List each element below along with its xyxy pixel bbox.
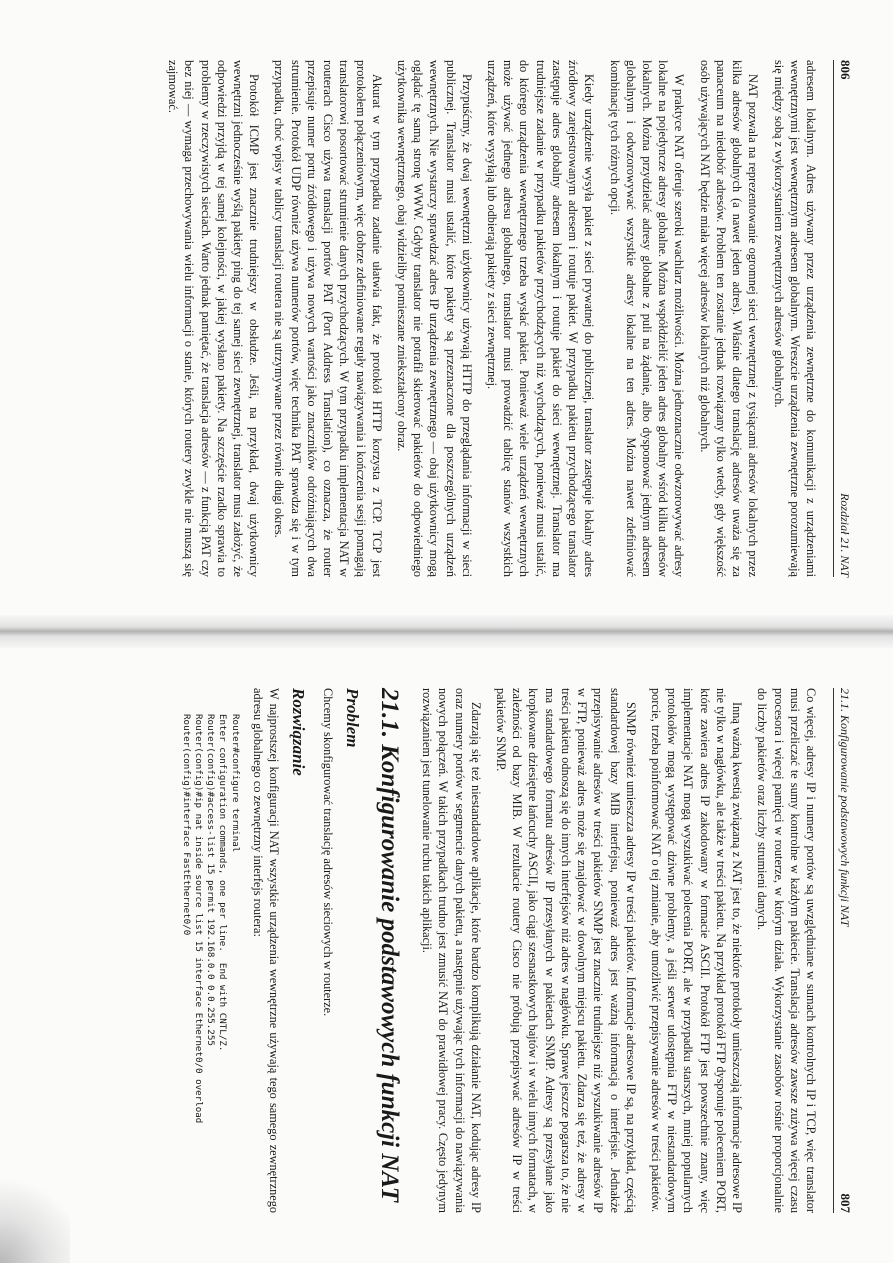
right-paragraph-1: Co więcej, adresy IP i numery portów są uwzględniane w sumach kontrolnych IP i TCP, więc translator musi przeliczać te sumy kontrolne w każdym pakiecie. Translacja adresów zawsze zużywa więcej czasu procesora i więcej pamięci w routerze, w którym działa. Wykorzystanie zasobów rośnie proporcjonalnie do liczby pakietów oraz liczby strumieni danych.: [755, 688, 818, 1213]
right-running-head: [833, 688, 853, 1213]
right-paragraph-3: SNMP również umieszcza adresy IP w treści pakietów. Informacje adresowe IP są, na przykład, częścią standardowej bazy MIB interfejsu, ponieważ adres jest ważną informacją o interfejsie. Jednakże przepisywanie adresów w treści pakietów SNMP jest znacznie trudniejsze niż wyszukiwanie adresów IP w FTP, ponieważ adres może się znajdować w dowolnym miejscu pakietu. Zdarza się też, że adresy w treści pakietu odnoszą się do innych interfejsów niż adres w nagłówku. Sprawę jeszcze pogarsza to, że nie ma standardowego formatu adresów IP przesyłanych w pakietach SNMP. Adresy są przesyłane jako kropkowane dziesiętne łańcuchy ASCII, jako ciągi szesnastkowych bajtów i w wielu innych formatach, w zależności od bazy MIB. W rezultacie routery Cisco nie próbują przepisywać adresów IP w treści pakietów SNMP.: [494, 688, 638, 1213]
solution-heading: Rozwiązanie: [289, 688, 308, 776]
scan-corner-shadow: [0, 1173, 70, 1263]
left-running-title: Rozdział 21. NAT: [838, 493, 852, 577]
right-page-number: 807: [838, 1193, 853, 1213]
solution-text: W najprostszej konfiguracji NAT wszystkie urządzenia wewnętrzne używają tego samego zewnętrznego adresu globalnego co zewnętrzny interfejs routera:: [250, 688, 281, 1213]
left-paragraph-5: Przypuśćmy, że dwaj wewnętrzni użytkownicy używają HTTP do przeglądania informacji w sieci publicznej. Translator musi ustalić, które pakiety są przeznaczone dla poszczególnych urządzeń wewnętrznych. Nie wystarczy sprawdzać adres IP urządzenia zewnętrznego — obaj użytkownicy mogą oglądać tę samą stronę WWW. Gdyby translator nie potrafił skierować pakietów do odpowiedniego użytkownika wewnętrznego, obaj widzieliby pomieszane zniekształcony obraz.: [394, 60, 474, 577]
section-heading: 21.1. Konfigurowanie podstawowych funkcji NAT: [375, 688, 403, 1202]
code-line: Router(config)#ip nat inside source list 15 interface Ethernet0/0 overload: [193, 714, 205, 1124]
left-page-number: 806: [838, 60, 853, 80]
code-line: Router#configure terminal: [229, 714, 241, 853]
code-line: Enter configuration commands, one per line. End with CNTL/Z.: [217, 714, 229, 1052]
problem-heading: Problem: [343, 688, 363, 748]
right-paragraph-4: Zdarzają się też niestandardowe aplikacje, które bardzo komplikują działanie NAT, kodując adresy IP oraz numery portów w segmencie danych pakietu, a następnie używając tych informacji do nawiązywania nowych połączeń. W takich przypadkach trudno jest zmusić NAT do prawidłowej pracy. Często jedynym rozwiązaniem jest tunelowanie ruchu takich aplikacji.: [420, 688, 483, 1213]
code-line: Router(config)#interface FastEthernet0/0: [181, 714, 192, 936]
problem-text: Chcemy skonfigurować translację adresów sieciowych w routerze.: [321, 688, 336, 1017]
left-paragraph-7: Protokół ICMP jest znacznie trudniejszy w obsłudze. Jeśli, na przykład, dwaj użytkownicy wewnętrzni jednocześnie wyślą pakiety ping do tej samej sieci zewnętrznej, translator musi założyć, że odpowiedzi przyjdą w tej samej kolejności, w jakiej wysłano pakiety. Na szczęście rzadko sprawia to problemy w rzeczywistych sieciach. Warto jednak pamiętać, że translacja adresów — z funkcją PAT czy bez niej — wymaga przechowywania wielu informacji o stanie, których routery zwykle nie muszą się zajmować.: [166, 60, 262, 577]
left-paragraph-4: Kiedy urządzenie wysyła pakiet z sieci prywatnej do publicznej, translator zastępuje lokalny adres źródłowy zarejestrowanym adresem i routuje pakiet. W przypadku pakietu przychodzącego translator zastępuje adres globalny adresem lokalnym i routuje pakiet do sieci wewnętrznej. Translator ma trudniejsze zadanie w przypadku pakietów przychodzących niż wychodzących, ponieważ musi ustalić, do którego urządzenia wewnętrznego trzeba wysłać pakiet. Ponieważ wiele urządzeń wewnętrznych może używać jednego adresu globalnego, translator musi prowadzić tablicę stanów wszystkich urządzeń, które wysyłają lub odbierają pakiety z sieci zewnętrznej.: [485, 60, 597, 577]
right-paragraph-2: Inną ważną kwestią związaną z NAT jest to, że niektóre protokoły umieszczają informacje adresowe IP nie tylko w nagłówku, ale także w treści pakietu. Na przykład protokół FTP dysponuje poleceniem PORT, które zawiera adres IP zakodowany w formacie ASCII. Protokół FTP jest powszechnie znany, więc implementacje NAT mogą wyszukiwać polecenia PORT, ale w przypadku starszych, mniej popularnych protokołów mogą występować dziwne problemy, a jeśli serwer udostępnia FTP w niestandardowym porcie, trzeba poinformować NAT o tej zmianie, aby umożliwić przepisywanie adresów w treści pakietów.: [649, 688, 745, 1213]
left-running-head: [833, 60, 853, 577]
left-page: [0, 0, 893, 615]
code-line: Router(config)#access-list 15 permit 192.168.0.0 0.0.255.255: [205, 714, 217, 1046]
right-running-title: 21.1. Konfigurowanie podstawowych funkcji NAT: [838, 688, 852, 927]
left-paragraph-1: adresem lokalnym. Adres używany przez urządzenia zewnętrzne do komunikacji z urządzeniami wewnętrznymi jest wewnętrznym adresem globalnym. Wreszcie urządzenia zewnętrzne porozumiewają się między sobą z wykorzystaniem zewnętrznych adresów globalnych.: [771, 60, 818, 577]
left-paragraph-2: NAT pozwala na reprezentowanie ogromnej sieci wewnętrznej z tysiącami adresów lokalnych przez kilka adresów globalnych (a nawet jeden adres). Właśnie dlatego translację adresów uważa się za panaceum na niedobór adresów. Problem ten zostanie jednak rozwiązany tylko wtedy, gdy większość osób używających NAT będzie miała więcej adresów lokalnych niż globalnych.: [697, 60, 761, 577]
right-page: [0, 648, 893, 1263]
left-paragraph-3: W praktyce NAT oferuje szeroki wachlarz możliwości. Można jednoznacznie odwzorowywać adresy lokalne na pojedyncze adresy globalne. Można współdzielić jeden adres globalny wśród kilku adresów lokalnych. Można przydzielać adresy globalne z puli na żądanie, albo dysponować jednym adresem globalnym i odwzorowywać wszystkie adresy lokalne na ten adres. Można nawet zdefiniować kombinację tych różnych opcji.: [607, 60, 687, 577]
book-gutter-shadow: [0, 615, 893, 648]
left-paragraph-6: Akurat w tym przypadku zadanie ułatwia fakt, że protokół HTTP korzysta z TCP. TCP jest protokołem połączeniowym, więc dobrze zdefiniowane reguły nawiązywania i kończenia sesji pomagają translatorowi posortować strumienie danych przychodzących. W tym przypadku implementacja NAT w routerach Cisco używa translacji portów PAT (Port Address Translation), co oznacza, że router przepisuje numer portu źródłowego i używa nowych wartości jako znaczników odróżniających dwa strumienie. Protokół UDP również używa numerów portów, więc technika PAT sprawdza się i w tym przypadku, choć wpisy w tablicy translacji routera nie są utrzymywane przez równie długi okres.: [272, 60, 384, 577]
code-block: [180, 714, 241, 1213]
